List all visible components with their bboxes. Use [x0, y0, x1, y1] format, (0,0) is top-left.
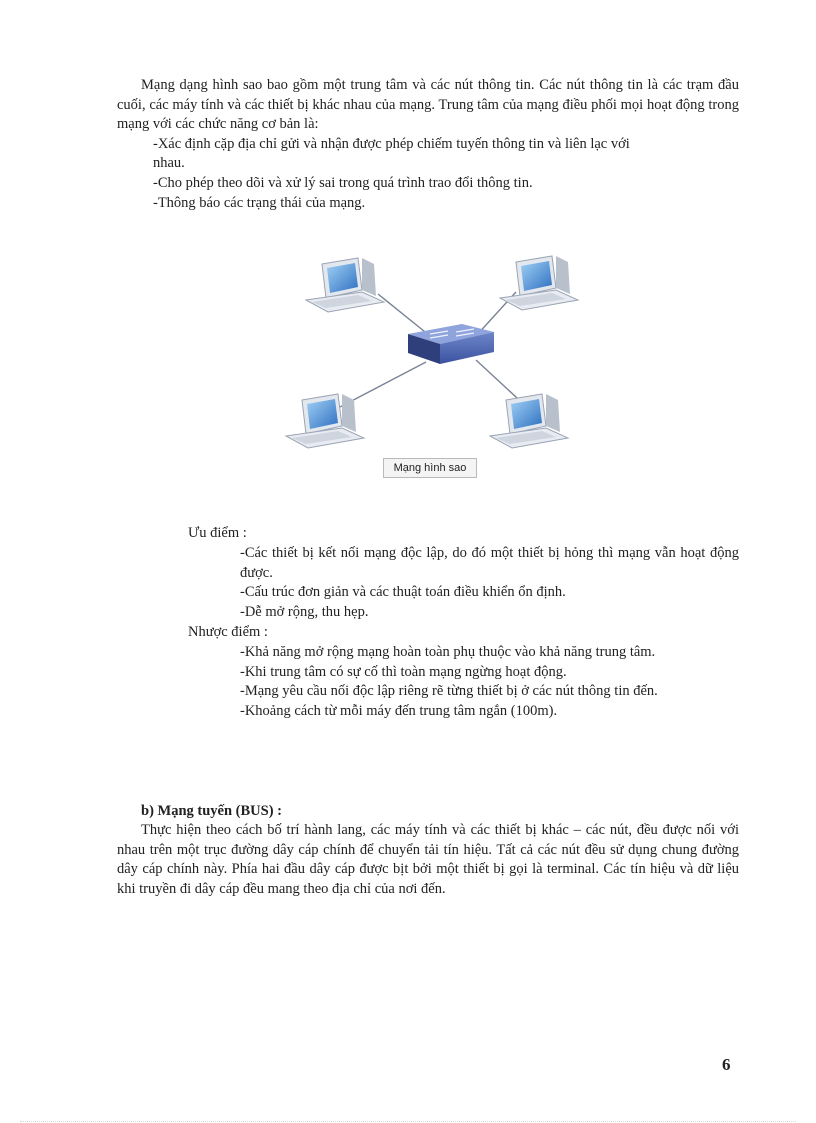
- intro-paragraph: Mạng dạng hình sao bao gồm một trung tâm và các nút thông tin. Các nút thông tin là các trạm đầu cuối, các máy tính và các thiết bị khác nhau của mạng. Trung tâm của mạng điều phối mọi hoạt động trong mạng với các chức năng cơ bản là:: [117, 77, 739, 133]
- disadvantage-item: -Khi trung tâm có sự cố thì toàn mạng ngừng hoạt động.: [240, 663, 567, 680]
- page-number: 6: [722, 1055, 731, 1074]
- disadvantage-item: -Khả năng mở rộng mạng hoàn toàn phụ thuộc vào khả năng trung tâm.: [240, 643, 656, 660]
- function-item-1: -Xác định cặp địa chỉ gửi và nhận được phép chiếm tuyến thông tin và liên lạc với: [153, 135, 630, 152]
- computer-icon: [306, 258, 384, 312]
- star-network-diagram: [280, 252, 590, 482]
- page-bottom-divider: [20, 1121, 796, 1122]
- figure-caption: Mạng hình sao: [383, 458, 477, 478]
- disadvantage-item: -Mạng yêu cầu nối độc lập riêng rẽ từng thiết bị ở các nút thông tin đến.: [240, 683, 658, 700]
- advantage-item: -Cấu trúc đơn giản và các thuật toán điều khiển ổn định.: [240, 584, 566, 601]
- computer-icon: [500, 256, 578, 310]
- network-switch-icon: [408, 324, 494, 364]
- bus-section-title: b) Mạng tuyến (BUS) :: [141, 803, 282, 819]
- advantages-heading: Ưu điểm :: [188, 525, 247, 541]
- advantages-section: [188, 524, 739, 722]
- computer-icon: [490, 394, 568, 448]
- disadvantages-heading: Nhược điểm :: [188, 623, 268, 640]
- function-item-1-continuation: nhau.: [153, 155, 185, 172]
- advantage-item: -Các thiết bị kết nối mạng độc lập, do đó một thiết bị hỏng thì mạng vẫn hoạt động được.: [240, 544, 739, 581]
- function-item-3: -Thông báo các trạng thái của mạng.: [153, 194, 366, 211]
- bus-section: [117, 802, 739, 899]
- disadvantage-item: -Khoảng cách từ mỗi máy đến trung tâm ngắn (100m).: [240, 703, 558, 720]
- bus-paragraph: Thực hiện theo cách bố trí hành lang, các máy tính và các thiết bị khác – các nút, đều được nối với nhau trên một trục đường dây cáp chính để chuyển tải tín hiệu. Tất cả các nút đều sử dụng chung đường dây cáp chính này. Phía hai đầu dây cáp được bịt bởi một thiết bị gọi là terminal. Các tín hiệu và dữ liệu khi truyền đi dây cáp đều mang theo địa chỉ của nơi đến.: [117, 822, 739, 897]
- function-item-2: -Cho phép theo dõi và xử lý sai trong quá trình trao đổi thông tin.: [153, 174, 533, 191]
- intro-section: [117, 76, 739, 213]
- star-network-figure: [280, 252, 590, 482]
- computer-icon: [286, 394, 364, 448]
- advantage-item: -Dễ mở rộng, thu hẹp.: [240, 604, 369, 621]
